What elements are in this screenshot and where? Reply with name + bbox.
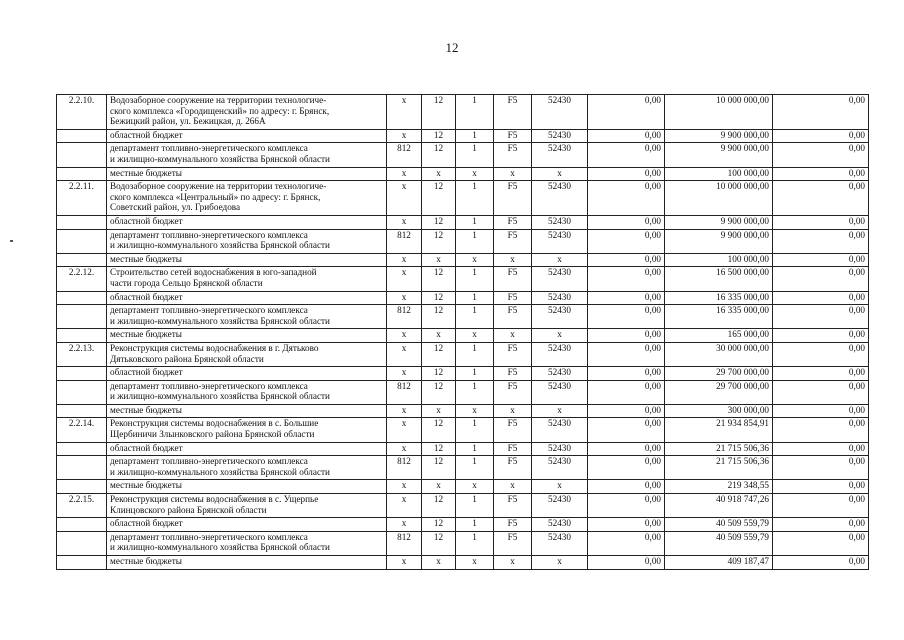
amount-col-2: 21 715 506,36 bbox=[665, 456, 773, 480]
table-row-sub bbox=[57, 305, 869, 329]
budget-table bbox=[56, 94, 869, 570]
amount-col-3: 0,00 bbox=[773, 556, 869, 570]
item-number bbox=[57, 167, 107, 181]
code-subsection: 1 bbox=[456, 367, 494, 381]
item-name: Реконструкция системы водоснабжения в г. Дятьково Дятьковского района Брянской области bbox=[107, 342, 387, 366]
amount-col-2: 29 700 000,00 bbox=[665, 380, 773, 404]
amount-col-3: 0,00 bbox=[773, 129, 869, 143]
amount-col-1: 0,00 bbox=[588, 367, 665, 381]
code-section: x bbox=[422, 329, 456, 343]
code-subsection: 1 bbox=[456, 305, 494, 329]
table-row-sub bbox=[57, 329, 869, 343]
code-direction: 52430 bbox=[532, 291, 588, 305]
code-section: 12 bbox=[422, 442, 456, 456]
code-section: 12 bbox=[422, 215, 456, 229]
code-direction: 52430 bbox=[532, 418, 588, 442]
amount-col-2: 40 509 559,79 bbox=[665, 518, 773, 532]
item-name: областной бюджет bbox=[107, 518, 387, 532]
amount-col-2: 10 000 000,00 bbox=[665, 95, 773, 130]
code-direction: x bbox=[532, 329, 588, 343]
amount-col-3: 0,00 bbox=[773, 267, 869, 291]
code-direction: 52430 bbox=[532, 215, 588, 229]
code-project: F5 bbox=[494, 291, 532, 305]
amount-col-1: 0,00 bbox=[588, 215, 665, 229]
scan-mark bbox=[10, 240, 13, 242]
code-project: F5 bbox=[494, 181, 532, 216]
item-number bbox=[57, 129, 107, 143]
code-project: x bbox=[494, 167, 532, 181]
item-number bbox=[57, 480, 107, 494]
amount-col-3: 0,00 bbox=[773, 181, 869, 216]
code-admin: x bbox=[387, 329, 422, 343]
item-number bbox=[57, 143, 107, 167]
item-number bbox=[57, 531, 107, 555]
amount-col-1: 0,00 bbox=[588, 95, 665, 130]
amount-col-2: 16 500 000,00 bbox=[665, 267, 773, 291]
code-admin: x bbox=[387, 267, 422, 291]
code-direction: 52430 bbox=[532, 342, 588, 366]
item-number bbox=[57, 518, 107, 532]
amount-col-3: 0,00 bbox=[773, 215, 869, 229]
item-name: Водозаборное сооружение на территории технологиче- ского комплекса «Центральный» по адресу: г. Брянск, Советский район, ул. Грибоедова bbox=[107, 181, 387, 216]
code-admin: x bbox=[387, 480, 422, 494]
code-section: 12 bbox=[422, 342, 456, 366]
code-direction: 52430 bbox=[532, 531, 588, 555]
code-project: x bbox=[494, 404, 532, 418]
code-project: F5 bbox=[494, 267, 532, 291]
code-direction: x bbox=[532, 167, 588, 181]
amount-col-1: 0,00 bbox=[588, 129, 665, 143]
amount-col-3: 0,00 bbox=[773, 143, 869, 167]
code-direction: 52430 bbox=[532, 305, 588, 329]
code-section: 12 bbox=[422, 129, 456, 143]
code-project: x bbox=[494, 329, 532, 343]
code-direction: x bbox=[532, 480, 588, 494]
table-row-sub bbox=[57, 253, 869, 267]
item-number: 2.2.11. bbox=[57, 181, 107, 216]
item-number bbox=[57, 229, 107, 253]
amount-col-1: 0,00 bbox=[588, 291, 665, 305]
code-direction: 52430 bbox=[532, 380, 588, 404]
code-subsection: 1 bbox=[456, 143, 494, 167]
table-body bbox=[57, 95, 869, 570]
amount-col-3: 0,00 bbox=[773, 95, 869, 130]
item-name: областной бюджет bbox=[107, 291, 387, 305]
code-project: F5 bbox=[494, 367, 532, 381]
amount-col-1: 0,00 bbox=[588, 456, 665, 480]
item-number: 2.2.13. bbox=[57, 342, 107, 366]
code-section: 12 bbox=[422, 267, 456, 291]
item-number bbox=[57, 404, 107, 418]
code-subsection: x bbox=[456, 404, 494, 418]
code-direction: 52430 bbox=[532, 494, 588, 518]
code-admin: x bbox=[387, 95, 422, 130]
code-subsection: x bbox=[456, 167, 494, 181]
item-name: местные бюджеты bbox=[107, 556, 387, 570]
amount-col-1: 0,00 bbox=[588, 181, 665, 216]
amount-col-1: 0,00 bbox=[588, 556, 665, 570]
amount-col-2: 9 900 000,00 bbox=[665, 129, 773, 143]
code-section: 12 bbox=[422, 367, 456, 381]
code-subsection: 1 bbox=[456, 267, 494, 291]
code-admin: x bbox=[387, 404, 422, 418]
amount-col-3: 0,00 bbox=[773, 456, 869, 480]
item-number bbox=[57, 380, 107, 404]
code-admin: x bbox=[387, 215, 422, 229]
code-direction: 52430 bbox=[532, 229, 588, 253]
amount-col-3: 0,00 bbox=[773, 418, 869, 442]
code-admin: 812 bbox=[387, 456, 422, 480]
amount-col-2: 10 000 000,00 bbox=[665, 181, 773, 216]
item-number bbox=[57, 367, 107, 381]
code-section: x bbox=[422, 480, 456, 494]
code-project: F5 bbox=[494, 342, 532, 366]
amount-col-1: 0,00 bbox=[588, 404, 665, 418]
amount-col-1: 0,00 bbox=[588, 253, 665, 267]
code-section: x bbox=[422, 404, 456, 418]
amount-col-2: 30 000 000,00 bbox=[665, 342, 773, 366]
code-direction: 52430 bbox=[532, 181, 588, 216]
amount-col-2: 40 509 559,79 bbox=[665, 531, 773, 555]
code-admin: x bbox=[387, 518, 422, 532]
code-subsection: x bbox=[456, 253, 494, 267]
code-section: 12 bbox=[422, 418, 456, 442]
code-section: x bbox=[422, 253, 456, 267]
item-number bbox=[57, 291, 107, 305]
code-section: 12 bbox=[422, 229, 456, 253]
amount-col-3: 0,00 bbox=[773, 253, 869, 267]
item-number: 2.2.12. bbox=[57, 267, 107, 291]
item-number bbox=[57, 442, 107, 456]
item-name: местные бюджеты bbox=[107, 329, 387, 343]
amount-col-2: 219 348,55 bbox=[665, 480, 773, 494]
amount-col-3: 0,00 bbox=[773, 229, 869, 253]
code-project: F5 bbox=[494, 380, 532, 404]
amount-col-2: 29 700 000,00 bbox=[665, 367, 773, 381]
code-project: F5 bbox=[494, 518, 532, 532]
amount-col-3: 0,00 bbox=[773, 305, 869, 329]
amount-col-2: 21 715 506,36 bbox=[665, 442, 773, 456]
table-row-sub bbox=[57, 167, 869, 181]
amount-col-2: 9 900 000,00 bbox=[665, 229, 773, 253]
code-direction: x bbox=[532, 253, 588, 267]
amount-col-3: 0,00 bbox=[773, 480, 869, 494]
code-direction: 52430 bbox=[532, 442, 588, 456]
code-direction: x bbox=[532, 404, 588, 418]
code-admin: 812 bbox=[387, 305, 422, 329]
table-row-sub bbox=[57, 215, 869, 229]
code-project: x bbox=[494, 556, 532, 570]
item-number: 2.2.10. bbox=[57, 95, 107, 130]
code-admin: x bbox=[387, 291, 422, 305]
amount-col-2: 16 335 000,00 bbox=[665, 305, 773, 329]
code-subsection: 1 bbox=[456, 456, 494, 480]
table-row-item bbox=[57, 95, 869, 130]
amount-col-2: 100 000,00 bbox=[665, 253, 773, 267]
code-admin: x bbox=[387, 167, 422, 181]
amount-col-1: 0,00 bbox=[588, 380, 665, 404]
amount-col-3: 0,00 bbox=[773, 494, 869, 518]
amount-col-1: 0,00 bbox=[588, 167, 665, 181]
code-admin: x bbox=[387, 181, 422, 216]
item-number bbox=[57, 305, 107, 329]
item-number bbox=[57, 215, 107, 229]
amount-col-2: 16 335 000,00 bbox=[665, 291, 773, 305]
code-admin: 812 bbox=[387, 531, 422, 555]
code-admin: x bbox=[387, 556, 422, 570]
amount-col-3: 0,00 bbox=[773, 367, 869, 381]
code-project: F5 bbox=[494, 143, 532, 167]
code-admin: x bbox=[387, 342, 422, 366]
code-subsection: 1 bbox=[456, 442, 494, 456]
amount-col-1: 0,00 bbox=[588, 342, 665, 366]
amount-col-3: 0,00 bbox=[773, 404, 869, 418]
code-project: F5 bbox=[494, 305, 532, 329]
table-row-sub bbox=[57, 291, 869, 305]
amount-col-3: 0,00 bbox=[773, 531, 869, 555]
amount-col-2: 40 918 747,26 bbox=[665, 494, 773, 518]
code-section: x bbox=[422, 167, 456, 181]
code-section: 12 bbox=[422, 181, 456, 216]
item-name: Строительство сетей водоснабжения в юго-западной части города Сельцо Брянской области bbox=[107, 267, 387, 291]
code-project: F5 bbox=[494, 531, 532, 555]
table-row-sub bbox=[57, 143, 869, 167]
table-row-sub bbox=[57, 531, 869, 555]
item-name: местные бюджеты bbox=[107, 480, 387, 494]
code-subsection: 1 bbox=[456, 518, 494, 532]
code-section: 12 bbox=[422, 143, 456, 167]
amount-col-2: 9 900 000,00 bbox=[665, 215, 773, 229]
item-name: департамент топливно-энергетического комплекса и жилищно-коммунального хозяйства Брянской области bbox=[107, 531, 387, 555]
amount-col-3: 0,00 bbox=[773, 167, 869, 181]
item-number: 2.2.15. bbox=[57, 494, 107, 518]
table-row-sub bbox=[57, 442, 869, 456]
table-row-sub bbox=[57, 404, 869, 418]
table-row-item bbox=[57, 342, 869, 366]
amount-col-2: 9 900 000,00 bbox=[665, 143, 773, 167]
item-number bbox=[57, 329, 107, 343]
item-name: департамент топливно-энергетического комплекса и жилищно-коммунального хозяйства Брянской области bbox=[107, 456, 387, 480]
code-direction: 52430 bbox=[532, 367, 588, 381]
code-section: 12 bbox=[422, 456, 456, 480]
item-number bbox=[57, 253, 107, 267]
item-name: Реконструкция системы водоснабжения в с. Большие Щербиничи Злынковского района Брянской области bbox=[107, 418, 387, 442]
code-subsection: 1 bbox=[456, 418, 494, 442]
item-number bbox=[57, 456, 107, 480]
amount-col-2: 300 000,00 bbox=[665, 404, 773, 418]
table-row-sub bbox=[57, 456, 869, 480]
table-row-sub bbox=[57, 129, 869, 143]
amount-col-1: 0,00 bbox=[588, 442, 665, 456]
amount-col-2: 409 187,47 bbox=[665, 556, 773, 570]
code-project: F5 bbox=[494, 129, 532, 143]
code-admin: x bbox=[387, 442, 422, 456]
code-subsection: x bbox=[456, 556, 494, 570]
item-name: департамент топливно-энергетического комплекса и жилищно-коммунального хозяйства Брянской области bbox=[107, 229, 387, 253]
code-direction: x bbox=[532, 556, 588, 570]
code-subsection: x bbox=[456, 329, 494, 343]
item-name: местные бюджеты bbox=[107, 404, 387, 418]
item-name: областной бюджет bbox=[107, 442, 387, 456]
code-direction: 52430 bbox=[532, 95, 588, 130]
code-project: x bbox=[494, 253, 532, 267]
amount-col-1: 0,00 bbox=[588, 518, 665, 532]
code-admin: x bbox=[387, 253, 422, 267]
code-project: F5 bbox=[494, 456, 532, 480]
code-section: 12 bbox=[422, 305, 456, 329]
code-project: F5 bbox=[494, 95, 532, 130]
code-direction: 52430 bbox=[532, 129, 588, 143]
code-section: 12 bbox=[422, 518, 456, 532]
code-admin: 812 bbox=[387, 229, 422, 253]
code-section: 12 bbox=[422, 291, 456, 305]
amount-col-2: 100 000,00 bbox=[665, 167, 773, 181]
item-number: 2.2.14. bbox=[57, 418, 107, 442]
amount-col-1: 0,00 bbox=[588, 143, 665, 167]
item-name: Водозаборное сооружение на территории технологиче- ского комплекса «Городищенский» по адресу: г. Брянск, Бежицкий район, ул. Бежицкая, д. 266А bbox=[107, 95, 387, 130]
table-row-item bbox=[57, 494, 869, 518]
code-project: F5 bbox=[494, 229, 532, 253]
page-number: 12 bbox=[445, 40, 459, 55]
amount-col-3: 0,00 bbox=[773, 442, 869, 456]
code-admin: 812 bbox=[387, 143, 422, 167]
code-subsection: 1 bbox=[456, 291, 494, 305]
code-direction: 52430 bbox=[532, 143, 588, 167]
table-row-sub bbox=[57, 556, 869, 570]
item-name: местные бюджеты bbox=[107, 167, 387, 181]
code-subsection: 1 bbox=[456, 531, 494, 555]
item-name: местные бюджеты bbox=[107, 253, 387, 267]
code-subsection: 1 bbox=[456, 129, 494, 143]
table-row-sub bbox=[57, 229, 869, 253]
code-section: 12 bbox=[422, 95, 456, 130]
item-name: департамент топливно-энергетического комплекса и жилищно-коммунального хозяйства Брянской области bbox=[107, 380, 387, 404]
amount-col-1: 0,00 bbox=[588, 418, 665, 442]
code-project: F5 bbox=[494, 418, 532, 442]
amount-col-3: 0,00 bbox=[773, 329, 869, 343]
amount-col-3: 0,00 bbox=[773, 518, 869, 532]
code-direction: 52430 bbox=[532, 518, 588, 532]
amount-col-1: 0,00 bbox=[588, 267, 665, 291]
amount-col-2: 165 000,00 bbox=[665, 329, 773, 343]
item-name: областной бюджет bbox=[107, 129, 387, 143]
code-section: 12 bbox=[422, 380, 456, 404]
item-name: Реконструкция системы водоснабжения в с. Ущерпье Клинцовского района Брянской области bbox=[107, 494, 387, 518]
code-project: F5 bbox=[494, 442, 532, 456]
code-project: x bbox=[494, 480, 532, 494]
amount-col-3: 0,00 bbox=[773, 380, 869, 404]
table-row-sub bbox=[57, 480, 869, 494]
code-section: x bbox=[422, 556, 456, 570]
amount-col-1: 0,00 bbox=[588, 480, 665, 494]
code-section: 12 bbox=[422, 494, 456, 518]
table-row-item bbox=[57, 181, 869, 216]
code-direction: 52430 bbox=[532, 456, 588, 480]
code-subsection: 1 bbox=[456, 342, 494, 366]
code-subsection: 1 bbox=[456, 229, 494, 253]
table-row-sub bbox=[57, 380, 869, 404]
item-name: областной бюджет bbox=[107, 215, 387, 229]
amount-col-3: 0,00 bbox=[773, 291, 869, 305]
amount-col-1: 0,00 bbox=[588, 531, 665, 555]
table-row-item bbox=[57, 418, 869, 442]
table-row-item bbox=[57, 267, 869, 291]
code-admin: x bbox=[387, 418, 422, 442]
code-subsection: 1 bbox=[456, 95, 494, 130]
item-name: департамент топливно-энергетического комплекса и жилищно-коммунального хозяйства Брянской области bbox=[107, 305, 387, 329]
table-row-sub bbox=[57, 518, 869, 532]
code-subsection: x bbox=[456, 480, 494, 494]
code-admin: x bbox=[387, 367, 422, 381]
code-admin: x bbox=[387, 129, 422, 143]
amount-col-3: 0,00 bbox=[773, 342, 869, 366]
code-subsection: 1 bbox=[456, 181, 494, 216]
code-section: 12 bbox=[422, 531, 456, 555]
code-project: F5 bbox=[494, 494, 532, 518]
amount-col-1: 0,00 bbox=[588, 494, 665, 518]
code-project: F5 bbox=[494, 215, 532, 229]
amount-col-1: 0,00 bbox=[588, 329, 665, 343]
code-admin: x bbox=[387, 494, 422, 518]
code-subsection: 1 bbox=[456, 380, 494, 404]
code-admin: 812 bbox=[387, 380, 422, 404]
amount-col-1: 0,00 bbox=[588, 229, 665, 253]
item-name: областной бюджет bbox=[107, 367, 387, 381]
table-row-sub bbox=[57, 367, 869, 381]
amount-col-2: 21 934 854,91 bbox=[665, 418, 773, 442]
code-direction: 52430 bbox=[532, 267, 588, 291]
item-number bbox=[57, 556, 107, 570]
code-subsection: 1 bbox=[456, 215, 494, 229]
amount-col-1: 0,00 bbox=[588, 305, 665, 329]
code-subsection: 1 bbox=[456, 494, 494, 518]
item-name: департамент топливно-энергетического комплекса и жилищно-коммунального хозяйства Брянской области bbox=[107, 143, 387, 167]
